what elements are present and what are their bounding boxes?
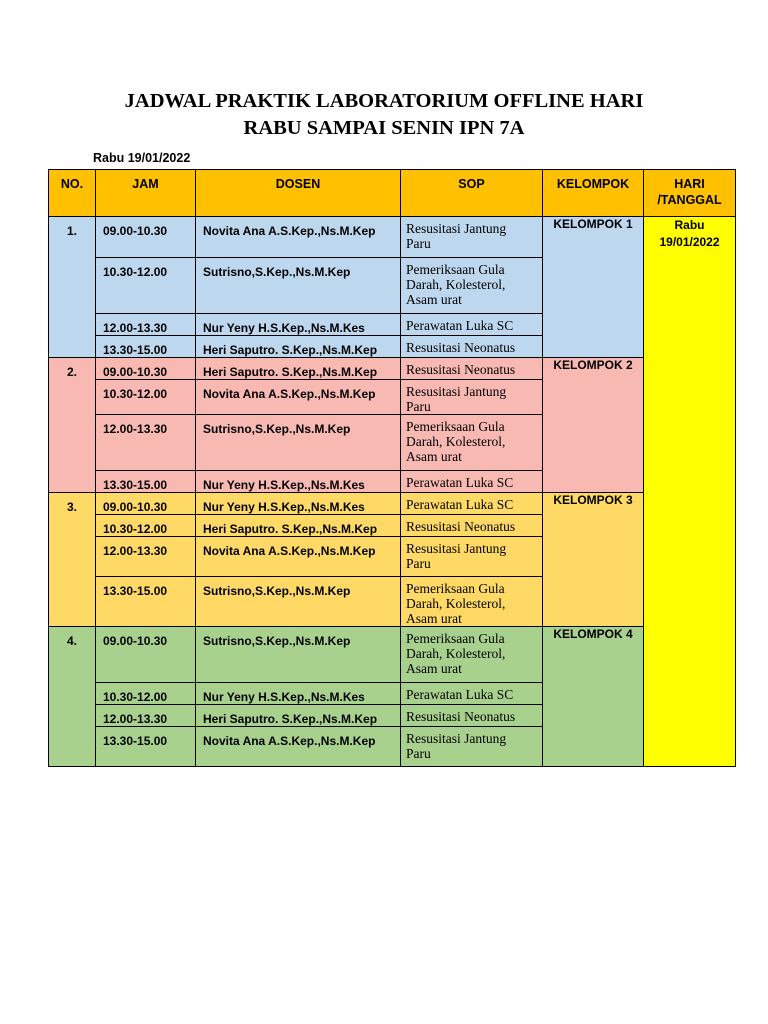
- time-cell: 10.30-12.00: [96, 515, 196, 537]
- sop-line: Pemeriksaan Gula: [406, 581, 505, 596]
- group-number: 4.: [49, 627, 96, 767]
- sop-line: Perawatan Luka SC: [406, 475, 514, 490]
- lecturer-cell: Novita Ana A.S.Kep.,Ns.M.Kep: [196, 380, 401, 415]
- lecturer-cell: Nur Yeny H.S.Kep.,Ns.M.Kes: [196, 493, 401, 515]
- time-cell: 09.00-10.30: [96, 627, 196, 683]
- group-number: 1.: [49, 217, 96, 358]
- time-cell: 13.30-15.00: [96, 336, 196, 358]
- time-cell: 13.30-15.00: [96, 471, 196, 493]
- sop-line: Resusitasi Jantung: [406, 221, 507, 236]
- sop-line: Resusitasi Jantung: [406, 541, 507, 556]
- lecturer-cell: Nur Yeny H.S.Kep.,Ns.M.Kes: [196, 314, 401, 336]
- time-cell: 09.00-10.30: [96, 217, 196, 258]
- time-cell: 10.30-12.00: [96, 258, 196, 314]
- table-row: [49, 627, 736, 683]
- header-kelompok: KELOMPOK: [543, 170, 644, 217]
- sop-line: Resusitasi Neonatus: [406, 362, 516, 377]
- sop-line: Pemeriksaan Gula: [406, 631, 505, 646]
- sop-cell: [401, 358, 543, 380]
- lecturer-cell: Sutrisno,S.Kep.,Ns.M.Kep: [196, 627, 401, 683]
- group-label: KELOMPOK 2: [543, 358, 644, 493]
- lecturer-cell: Heri Saputro. S.Kep.,Ns.M.Kep: [196, 358, 401, 380]
- day-name: Rabu: [674, 218, 705, 232]
- table-row: [49, 358, 736, 380]
- lecturer-cell: Sutrisno,S.Kep.,Ns.M.Kep: [196, 258, 401, 314]
- title-line-1: JADWAL PRAKTIK LABORATORIUM OFFLINE HARI: [124, 90, 644, 112]
- sop-cell: [401, 515, 543, 537]
- sop-line: Paru: [406, 746, 431, 761]
- time-cell: 09.00-10.30: [96, 493, 196, 515]
- header-hari-line-2: /TANGGAL: [657, 193, 722, 207]
- lecturer-cell: Novita Ana A.S.Kep.,Ns.M.Kep: [196, 537, 401, 577]
- sop-cell: [401, 577, 543, 627]
- sop-line: Resusitasi Neonatus: [406, 340, 516, 355]
- group-number: 3.: [49, 493, 96, 627]
- header-dosen: DOSEN: [196, 170, 401, 217]
- header-row: [49, 170, 736, 217]
- lecturer-cell: Sutrisno,S.Kep.,Ns.M.Kep: [196, 577, 401, 627]
- header-hari-line-1: HARI: [674, 177, 705, 191]
- sop-cell: [401, 727, 543, 767]
- sop-cell: [401, 493, 543, 515]
- sop-line: Darah, Kolesterol,: [406, 596, 506, 611]
- group-label: KELOMPOK 3: [543, 493, 644, 627]
- table-row: [49, 493, 736, 515]
- sop-line: Perawatan Luka SC: [406, 497, 514, 512]
- lecturer-cell: Sutrisno,S.Kep.,Ns.M.Kep: [196, 415, 401, 471]
- lecturer-cell: Nur Yeny H.S.Kep.,Ns.M.Kes: [196, 471, 401, 493]
- sop-cell: [401, 217, 543, 258]
- group-label: KELOMPOK 4: [543, 627, 644, 767]
- sop-cell: [401, 705, 543, 727]
- lecturer-cell: Heri Saputro. S.Kep.,Ns.M.Kep: [196, 705, 401, 727]
- time-cell: 13.30-15.00: [96, 577, 196, 627]
- sop-line: Resusitasi Neonatus: [406, 709, 516, 724]
- header-no: NO.: [49, 170, 96, 217]
- sop-cell: [401, 258, 543, 314]
- time-cell: 09.00-10.30: [96, 358, 196, 380]
- time-cell: 12.00-13.30: [96, 705, 196, 727]
- day-date-cell: [644, 217, 736, 767]
- sop-line: Paru: [406, 556, 431, 571]
- sop-line: Perawatan Luka SC: [406, 687, 514, 702]
- sop-line: Asam urat: [406, 449, 462, 464]
- sop-cell: [401, 627, 543, 683]
- sop-line: Asam urat: [406, 611, 462, 626]
- sop-cell: [401, 537, 543, 577]
- sop-cell: [401, 380, 543, 415]
- header-jam: JAM: [96, 170, 196, 217]
- time-cell: 12.00-13.30: [96, 537, 196, 577]
- sop-cell: [401, 471, 543, 493]
- day-date: 19/01/2022: [659, 235, 720, 249]
- sop-line: Resusitasi Jantung: [406, 731, 507, 746]
- sop-line: Resusitasi Jantung: [406, 384, 507, 399]
- sop-cell: [401, 314, 543, 336]
- time-cell: 13.30-15.00: [96, 727, 196, 767]
- header-hari: [644, 170, 736, 217]
- sop-line: Perawatan Luka SC: [406, 318, 514, 333]
- sop-cell: [401, 683, 543, 705]
- sop-line: Paru: [406, 399, 431, 414]
- lecturer-cell: Novita Ana A.S.Kep.,Ns.M.Kep: [196, 727, 401, 767]
- lecturer-cell: Novita Ana A.S.Kep.,Ns.M.Kep: [196, 217, 401, 258]
- header-sop: SOP: [401, 170, 543, 217]
- time-cell: 12.00-13.30: [96, 314, 196, 336]
- lecturer-cell: Heri Saputro. S.Kep.,Ns.M.Kep: [196, 515, 401, 537]
- table-row: [49, 217, 736, 258]
- sop-line: Darah, Kolesterol,: [406, 434, 506, 449]
- sop-line: Paru: [406, 236, 431, 251]
- lecturer-cell: Nur Yeny H.S.Kep.,Ns.M.Kes: [196, 683, 401, 705]
- sop-cell: [401, 415, 543, 471]
- date-label: Rabu 19/01/2022: [93, 151, 191, 165]
- title-line-2: RABU SAMPAI SENIN IPN 7A: [243, 117, 525, 139]
- sop-line: Darah, Kolesterol,: [406, 277, 506, 292]
- time-cell: 10.30-12.00: [96, 380, 196, 415]
- document-title: [0, 88, 768, 142]
- time-cell: 10.30-12.00: [96, 683, 196, 705]
- lecturer-cell: Heri Saputro. S.Kep.,Ns.M.Kep: [196, 336, 401, 358]
- sop-line: Asam urat: [406, 292, 462, 307]
- sop-line: Asam urat: [406, 661, 462, 676]
- group-number: 2.: [49, 358, 96, 493]
- schedule-table: [48, 169, 736, 767]
- time-cell: 12.00-13.30: [96, 415, 196, 471]
- sop-cell: [401, 336, 543, 358]
- sop-line: Darah, Kolesterol,: [406, 646, 506, 661]
- sop-line: Pemeriksaan Gula: [406, 419, 505, 434]
- sop-line: Resusitasi Neonatus: [406, 519, 516, 534]
- sop-line: Pemeriksaan Gula: [406, 262, 505, 277]
- group-label: KELOMPOK 1: [543, 217, 644, 358]
